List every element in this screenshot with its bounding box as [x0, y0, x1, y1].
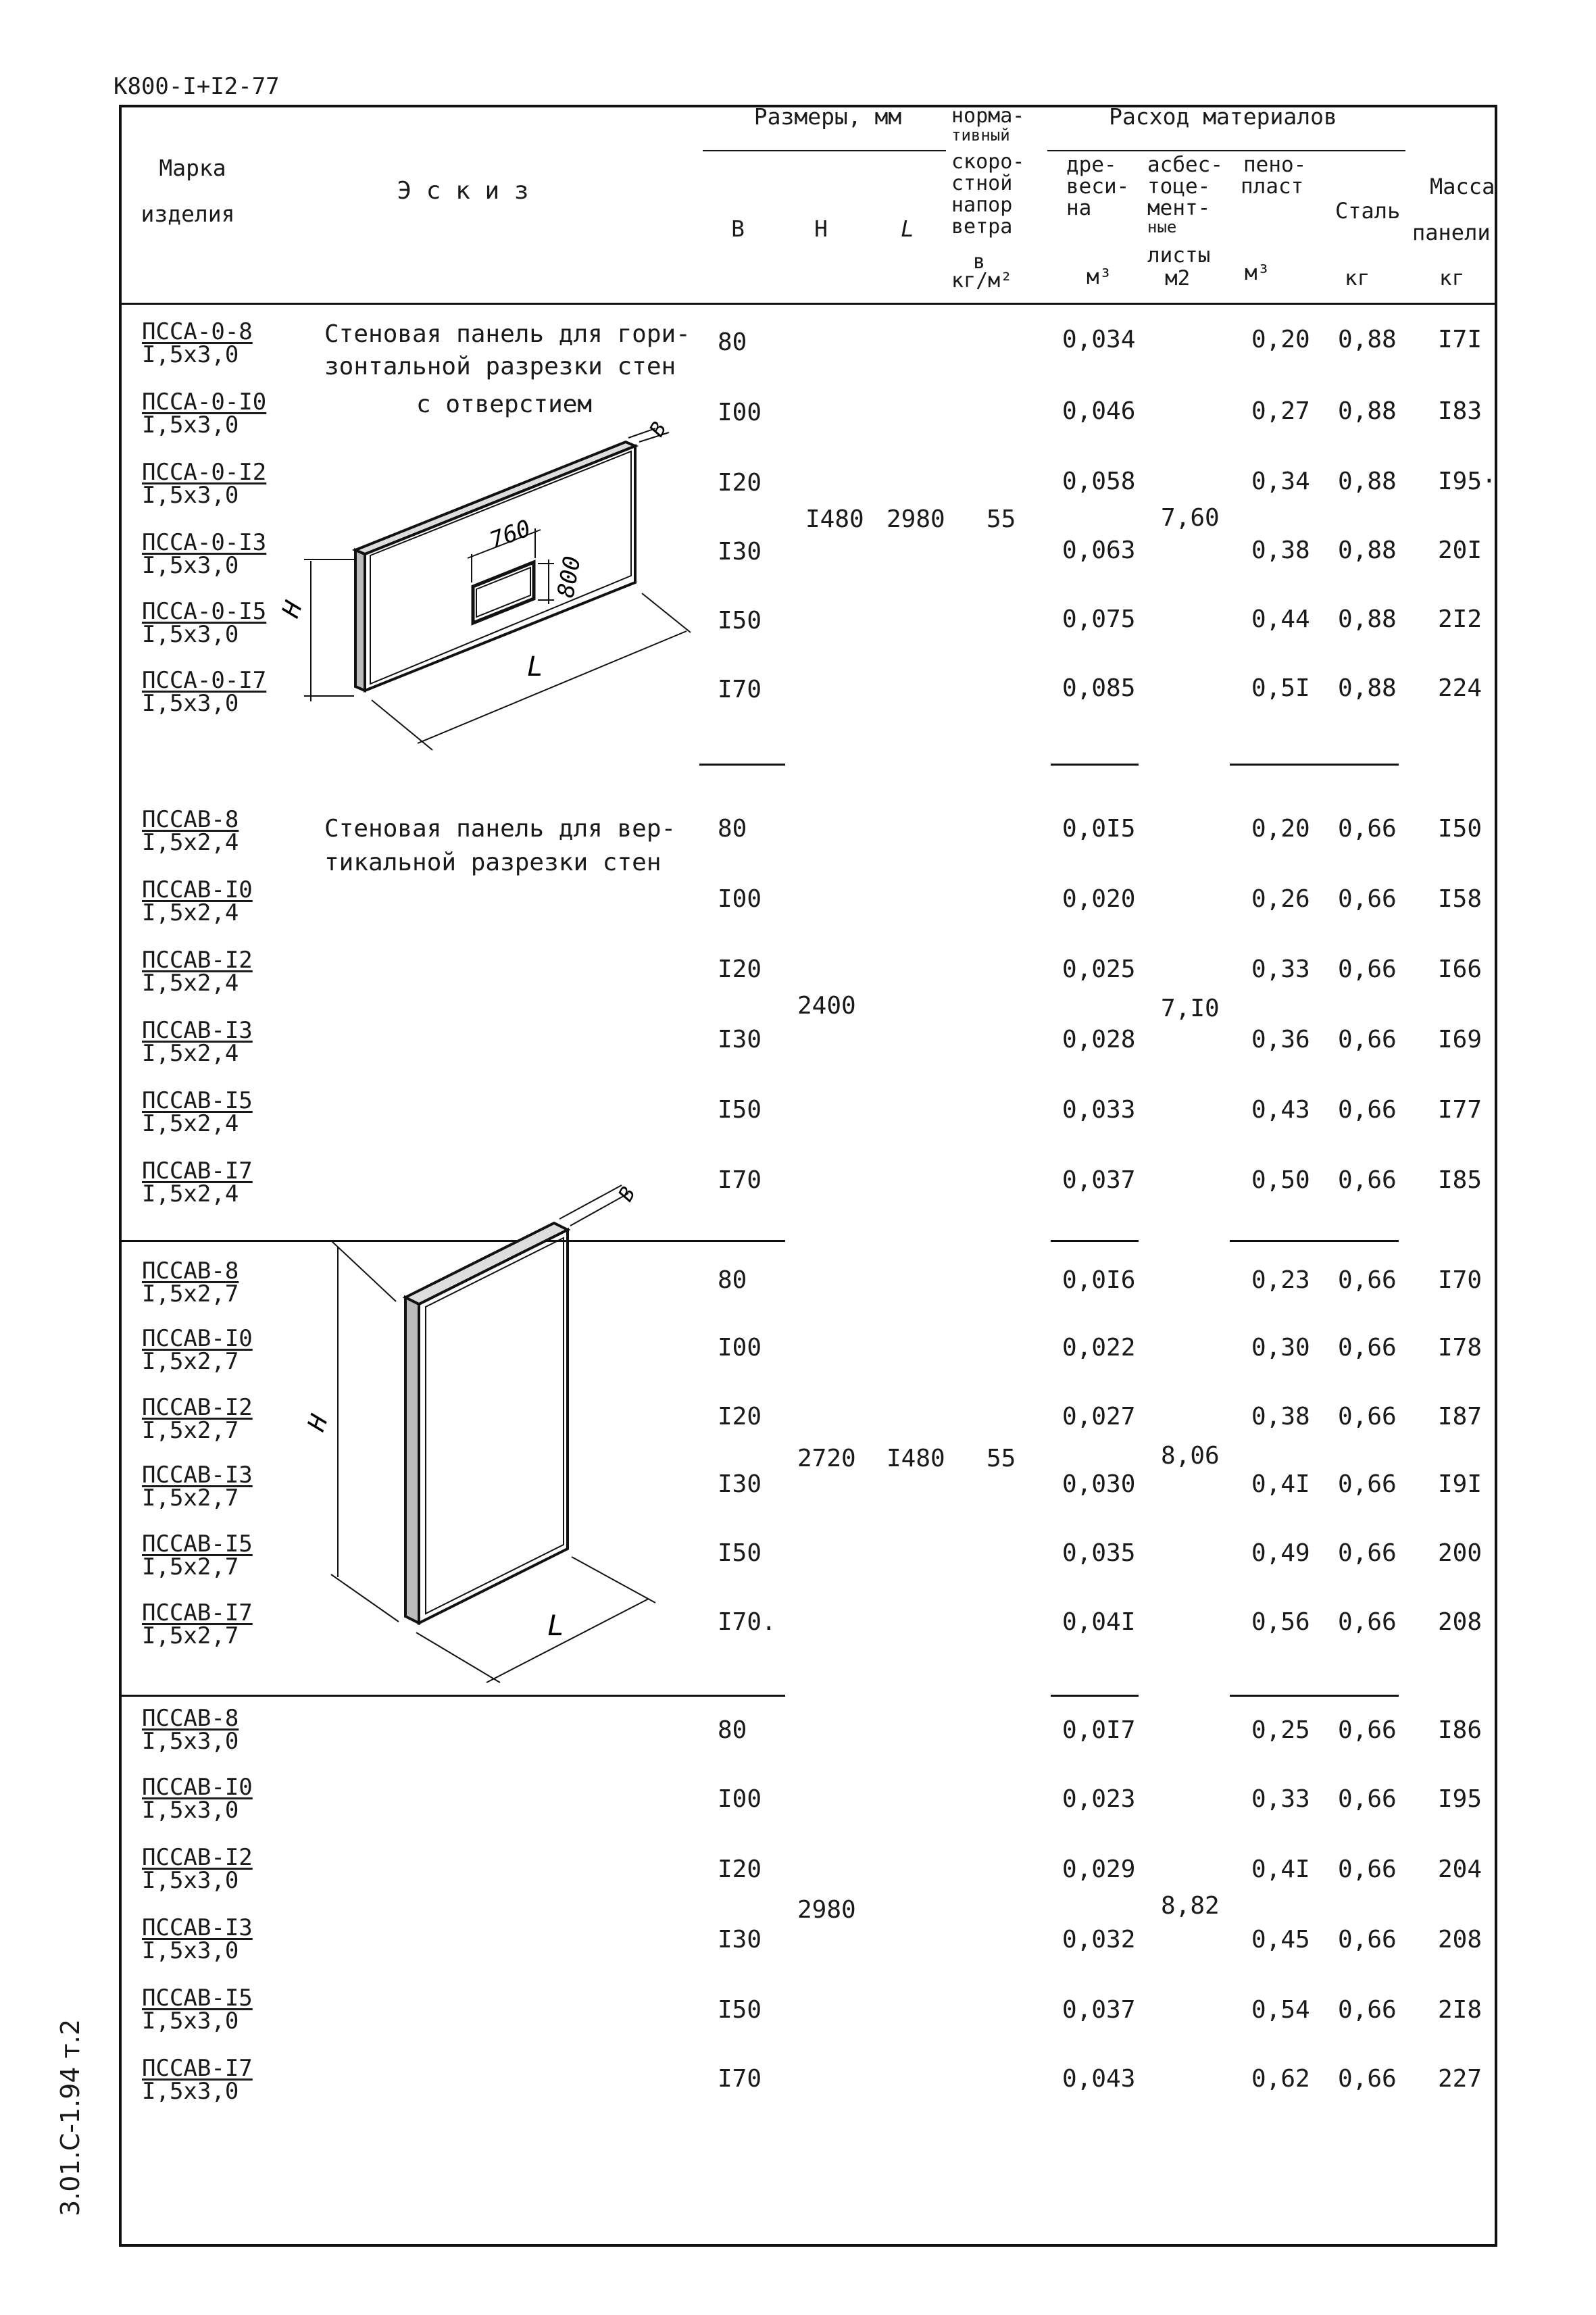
cell-mass: I58	[1438, 885, 1482, 913]
header-asb-5: листы	[1147, 243, 1211, 268]
header-sizes: Размеры, мм	[753, 103, 902, 130]
header-norm-3: скоро-	[951, 150, 1025, 174]
cell-foam: 0,62	[1251, 2065, 1310, 2093]
cell-steel: 0,88	[1338, 537, 1397, 564]
table-row-mark: ПССАВ-I0 I,5х2,4	[142, 876, 253, 926]
cell-b: I30	[718, 538, 762, 566]
header-norm-1: норма-	[951, 104, 1025, 128]
panel-sketch-vertical	[297, 1176, 676, 1696]
cell-foam: 0,4I	[1251, 1856, 1310, 1883]
header-l: L	[901, 216, 914, 242]
cell-wood: 0,022	[1062, 1334, 1136, 1362]
table-row-mark: ПССАВ-I7 I,5х3,0	[142, 2055, 253, 2105]
cell-mass: 200	[1438, 1539, 1482, 1567]
header-norm-8: кг/м²	[951, 269, 1013, 293]
cell-foam: 0,36	[1251, 1026, 1310, 1053]
group4-h: 2980	[797, 1896, 856, 1924]
cell-b: 80	[718, 328, 747, 356]
sizes-underline	[703, 150, 946, 151]
cell-steel: 0,66	[1338, 1608, 1397, 1636]
cell-b: I70	[718, 2065, 762, 2093]
cell-b: I00	[718, 1334, 762, 1362]
table-row-mark: ПССАВ-I2 I,5х3,0	[142, 1844, 253, 1894]
table-row-mark: ПССА-0-8 I,5х3,0	[142, 318, 253, 368]
table-row-mark: ПССАВ-I3 I,5х2,4	[142, 1017, 253, 1067]
cell-mass: I9I	[1438, 1470, 1482, 1498]
cell-b: I30	[718, 1926, 762, 1953]
row-dash	[1051, 1240, 1139, 1242]
dim-b-label: B	[645, 418, 672, 441]
cell-b: I00	[718, 885, 762, 913]
cell-mass: I50	[1438, 815, 1482, 843]
cell-steel: 0,66	[1338, 1026, 1397, 1053]
cell-b: I30	[718, 1470, 762, 1498]
cell-foam: 0,30	[1251, 1334, 1310, 1362]
table-row-mark: ПССА-0-I5 I,5х3,0	[142, 598, 267, 648]
cell-foam: 0,44	[1251, 605, 1310, 633]
header-asb-4: ные	[1147, 218, 1177, 237]
cell-foam: 0,43	[1251, 1096, 1310, 1124]
cell-foam: 0,56	[1251, 1608, 1310, 1636]
header-mark-1: Марка	[159, 155, 226, 181]
cell-steel: 0,66	[1338, 1926, 1397, 1953]
cell-steel: 0,66	[1338, 1334, 1397, 1362]
header-h: H	[814, 216, 828, 242]
cell-mass: I95	[1438, 1785, 1482, 1813]
header-wood-2: веси-	[1066, 174, 1130, 199]
materials-underline	[1047, 150, 1405, 151]
cell-mass: 208	[1438, 1608, 1482, 1636]
row-dash	[699, 1240, 785, 1242]
cell-b: I70	[718, 676, 762, 703]
cell-wood: 0,029	[1062, 1856, 1136, 1883]
table-row-mark: ПССАВ-8 I,5х2,7	[142, 1258, 239, 1308]
table-row-mark: ПССА-0-I3 I,5х3,0	[142, 529, 267, 579]
cell-foam: 0,50	[1251, 1166, 1310, 1194]
cell-foam: 0,54	[1251, 1996, 1310, 2024]
table-row-mark: ПССАВ-I2 I,5х2,4	[142, 947, 253, 997]
header-steel-2: кг	[1345, 266, 1370, 291]
cell-mass: I83	[1438, 397, 1482, 425]
cell-b: 80	[718, 815, 747, 843]
cell-wood: 0,037	[1062, 1166, 1136, 1194]
cell-wood: 0,035	[1062, 1539, 1136, 1567]
header-b: B	[731, 216, 745, 242]
cell-wood: 0,030	[1062, 1470, 1136, 1498]
cell-foam: 0,38	[1251, 1403, 1310, 1430]
table-row-mark: ПССАВ-I0 I,5х2,7	[142, 1325, 253, 1375]
group3-norm: 55	[987, 1445, 1016, 1472]
dim-opening-height: 800	[552, 554, 587, 600]
cell-foam: 0,23	[1251, 1266, 1310, 1294]
table-row-mark: ПССАВ-I5 I,5х2,7	[142, 1530, 253, 1580]
cell-b: I70	[718, 1166, 762, 1194]
table-row-mark: ПССАВ-I3 I,5х2,7	[142, 1462, 253, 1512]
group3-h: 2720	[797, 1445, 856, 1472]
table-row-mark: ПССАВ-I0 I,5х3,0	[142, 1774, 253, 1824]
table-row-mark: ПССАВ-I5 I,5х2,4	[142, 1087, 253, 1137]
header-steel-1: Сталь	[1335, 198, 1401, 224]
row-dash	[1230, 1695, 1399, 1697]
group1-desc-3: с отверстием	[416, 391, 593, 418]
cell-mass: 2I8	[1438, 1996, 1482, 2024]
cell-b: 80	[718, 1716, 747, 1744]
row-dash	[699, 764, 785, 766]
group1-asbestos: 7,60	[1161, 504, 1220, 532]
cell-foam: 0,45	[1251, 1926, 1310, 1953]
cell-wood: 0,032	[1062, 1926, 1136, 1953]
cell-steel: 0,66	[1338, 1403, 1397, 1430]
cell-wood: 0,033	[1062, 1096, 1136, 1124]
header-asb-6: м2	[1165, 266, 1191, 291]
table-row-mark: ПССАВ-8 I,5х3,0	[142, 1705, 239, 1755]
cell-wood: 0,0I7	[1062, 1716, 1136, 1744]
cell-steel: 0,88	[1338, 674, 1397, 702]
cell-foam: 0,25	[1251, 1716, 1310, 1744]
header-wood-3: на	[1066, 196, 1092, 220]
header-mass-1: Масса	[1430, 174, 1495, 199]
cell-mass: I70	[1438, 1266, 1482, 1294]
cell-b: I70.	[718, 1608, 776, 1636]
table-row-mark: ПССА-0-I0 I,5х3,0	[142, 389, 267, 439]
header-foam-2: пласт	[1241, 174, 1304, 199]
header-foam-1: пено-	[1243, 153, 1307, 177]
table-row-mark: ПССАВ-8 I,5х2,4	[142, 806, 239, 856]
cell-wood: 0,0I6	[1062, 1266, 1136, 1294]
table-row-mark: ПССАВ-I3 I,5х3,0	[142, 1914, 253, 1964]
header-divider	[119, 303, 1497, 305]
cell-wood: 0,063	[1062, 537, 1136, 564]
dim-l-label: L	[547, 1609, 565, 1642]
cell-b: I20	[718, 1856, 762, 1883]
header-norm-6: ветра	[951, 215, 1013, 239]
header-norm-2: тивный	[951, 126, 1010, 145]
group4-asbestos: 8,82	[1161, 1892, 1220, 1920]
series-code: 3.01.С-1.94 т.2	[55, 2018, 85, 2216]
cell-foam: 0,5I	[1251, 674, 1310, 702]
cell-mass: 208	[1438, 1926, 1482, 1953]
header-asb-3: мент-	[1147, 196, 1211, 220]
cell-foam: 0,20	[1251, 815, 1310, 843]
cell-steel: 0,66	[1338, 1785, 1397, 1813]
group1-desc-1: Стеновая панель для гори-	[324, 320, 691, 348]
cell-foam: 0,20	[1251, 326, 1310, 353]
group2-desc-2: тикальной разрезки стен	[324, 849, 662, 876]
cell-steel: 0,66	[1338, 1166, 1397, 1194]
dim-l-label: L	[527, 651, 544, 682]
document-code: К800-I+I2-77	[114, 73, 280, 100]
cell-b: I50	[718, 1996, 762, 2024]
cell-foam: 0,33	[1251, 1785, 1310, 1813]
header-mass-3: кг	[1439, 266, 1465, 291]
panel-sketch-horizontal	[276, 399, 696, 750]
cell-wood: 0,085	[1062, 674, 1136, 702]
cell-foam: 0,38	[1251, 537, 1310, 564]
cell-b: I00	[718, 1785, 762, 1813]
header-wood-4: м³	[1087, 265, 1112, 289]
cell-mass: I95·	[1438, 468, 1497, 495]
cell-wood: 0,046	[1062, 397, 1136, 425]
header-sketch: Э с к и з	[397, 177, 529, 205]
group2-asbestos: 7,I0	[1161, 995, 1220, 1022]
group1-desc-2: зонтальной разрезки стен	[324, 353, 676, 380]
cell-wood: 0,023	[1062, 1785, 1136, 1813]
cell-steel: 0,66	[1338, 1716, 1397, 1744]
cell-wood: 0,037	[1062, 1996, 1136, 2024]
header-materials: Расход материалов	[1109, 103, 1337, 130]
cell-steel: 0,66	[1338, 1856, 1397, 1883]
group2-h: 2400	[797, 992, 856, 1020]
group1-norm: 55	[987, 505, 1016, 533]
table-row-mark: ПССАВ-I2 I,5х2,7	[142, 1394, 253, 1444]
cell-wood: 0,043	[1062, 2065, 1136, 2093]
cell-wood: 0,025	[1062, 955, 1136, 983]
cell-b: I00	[718, 399, 762, 426]
header-asb-2: тоце-	[1147, 174, 1211, 199]
cell-steel: 0,88	[1338, 397, 1397, 425]
cell-foam: 0,33	[1251, 955, 1310, 983]
header-norm-5: напор	[951, 193, 1013, 217]
dim-b-label: B	[614, 1183, 641, 1205]
header-mark-2: изделия	[141, 201, 235, 227]
table-row-mark: ПССА-0-I2 I,5х3,0	[142, 459, 267, 509]
cell-wood: 0,04I	[1062, 1608, 1136, 1636]
cell-steel: 0,66	[1338, 1096, 1397, 1124]
dim-opening-width: 760	[486, 514, 534, 555]
cell-steel: 0,88	[1338, 605, 1397, 633]
cell-steel: 0,66	[1338, 815, 1397, 843]
cell-wood: 0,075	[1062, 605, 1136, 633]
row-dash	[699, 1695, 785, 1697]
cell-steel: 0,66	[1338, 1539, 1397, 1567]
cell-b: I50	[718, 1539, 762, 1567]
cell-foam: 0,34	[1251, 468, 1310, 495]
group2-desc-1: Стеновая панель для вер-	[324, 815, 676, 843]
cell-steel: 0,66	[1338, 1996, 1397, 2024]
cell-mass: 20I	[1438, 537, 1482, 564]
header-asb-1: асбес-	[1147, 153, 1223, 177]
group3-asbestos: 8,06	[1161, 1442, 1220, 1470]
cell-foam: 0,26	[1251, 885, 1310, 913]
table-row-mark: ПССАВ-I7 I,5х2,4	[142, 1158, 253, 1208]
cell-mass: 2I2	[1438, 605, 1482, 633]
cell-mass: I77	[1438, 1096, 1482, 1124]
header-foam-3: м³	[1245, 261, 1270, 285]
cell-mass: I87	[1438, 1403, 1482, 1430]
cell-steel: 0,66	[1338, 2065, 1397, 2093]
cell-steel: 0,88	[1338, 468, 1397, 495]
table-row-mark: ПССА-0-I7 I,5х3,0	[142, 667, 267, 717]
cell-wood: 0,0I5	[1062, 815, 1136, 843]
group3-l: I480	[887, 1445, 945, 1472]
cell-b: I50	[718, 1096, 762, 1124]
group1-l: 2980	[887, 505, 945, 533]
row-dash	[1051, 1695, 1139, 1697]
row-dash	[1230, 764, 1399, 766]
cell-wood: 0,058	[1062, 468, 1136, 495]
dim-h-label: H	[276, 597, 308, 622]
cell-steel: 0,66	[1338, 955, 1397, 983]
cell-wood: 0,028	[1062, 1026, 1136, 1053]
cell-foam: 0,4I	[1251, 1470, 1310, 1498]
cell-mass: I86	[1438, 1716, 1482, 1744]
table-row-mark: ПССАВ-I5 I,5х3,0	[142, 1985, 253, 2035]
header-wood-1: дре-	[1066, 153, 1117, 177]
cell-steel: 0,66	[1338, 1266, 1397, 1294]
table-row-mark: ПССАВ-I7 I,5х2,7	[142, 1599, 253, 1649]
cell-mass: I7I	[1438, 326, 1482, 353]
cell-mass: I85	[1438, 1166, 1482, 1194]
cell-foam: 0,27	[1251, 397, 1310, 425]
cell-steel: 0,66	[1338, 1470, 1397, 1498]
group1-h: I480	[805, 505, 864, 533]
cell-b: 80	[718, 1266, 747, 1294]
cell-foam: 0,49	[1251, 1539, 1310, 1567]
cell-steel: 0,88	[1338, 326, 1397, 353]
cell-mass: 227	[1438, 2065, 1482, 2093]
row-dash	[1230, 1240, 1399, 1242]
cell-b: I50	[718, 607, 762, 634]
cell-mass: I69	[1438, 1026, 1482, 1053]
cell-b: I20	[718, 1403, 762, 1430]
dim-h-label: H	[302, 1411, 334, 1435]
row-dash	[1051, 764, 1139, 766]
cell-mass: 224	[1438, 674, 1482, 702]
cell-wood: 0,034	[1062, 326, 1136, 353]
header-norm-7: в	[973, 250, 986, 274]
header-mass-2: панели	[1412, 220, 1491, 245]
cell-mass: I78	[1438, 1334, 1482, 1362]
cell-b: I20	[718, 469, 762, 497]
cell-wood: 0,027	[1062, 1403, 1136, 1430]
cell-mass: 204	[1438, 1856, 1482, 1883]
cell-mass: I66	[1438, 955, 1482, 983]
cell-b: I30	[718, 1026, 762, 1053]
cell-steel: 0,66	[1338, 885, 1397, 913]
header-norm-4: стной	[951, 172, 1013, 195]
cell-b: I20	[718, 955, 762, 983]
cell-wood: 0,020	[1062, 885, 1136, 913]
